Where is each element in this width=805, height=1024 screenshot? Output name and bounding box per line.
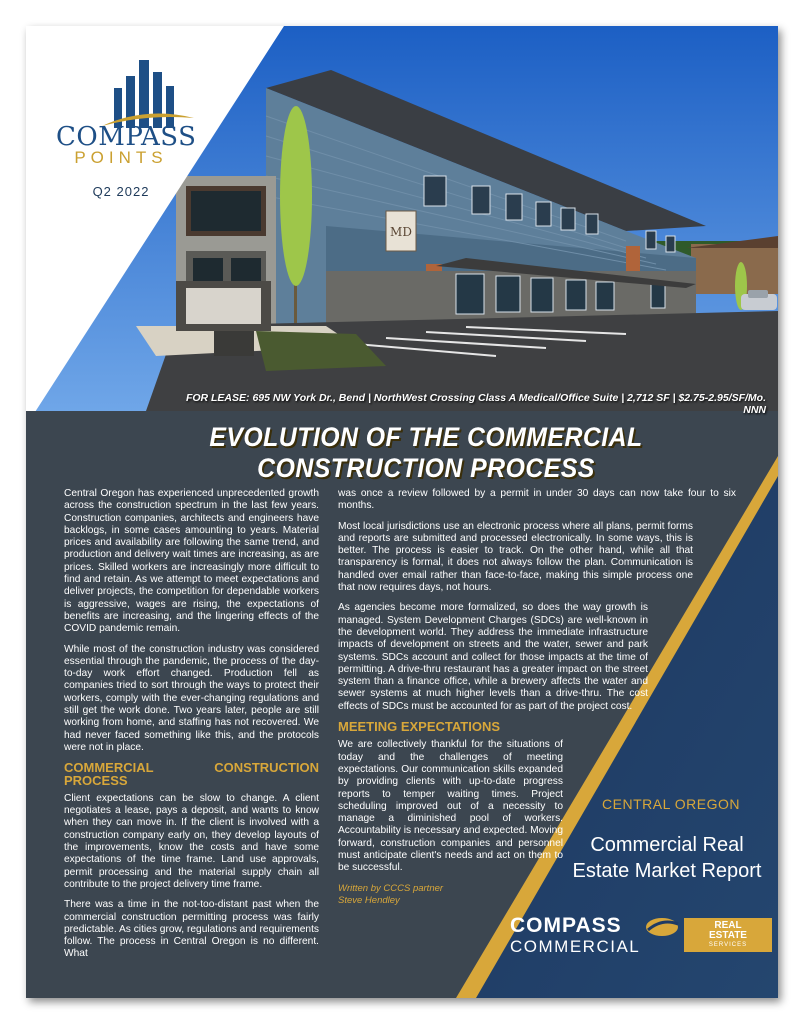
byline-line: Written by CCCS partner	[338, 882, 444, 894]
badge-line: SERVICES	[708, 942, 748, 948]
article-left-column	[64, 488, 319, 969]
subhead-commercial-construction: COMMERCIAL CONSTRUCTION PROCESS	[64, 760, 319, 788]
report-title-line: Estate Market Report	[572, 860, 762, 882]
subhead-meeting-expectations: MEETING EXPECTATIONS	[338, 719, 501, 735]
article-paragraph: was once a review followed by a permit in under 30 days can now take four to six months.	[338, 488, 736, 512]
article-paragraph: Most local jurisdictions use an electronic process where all plans, permit forms and reports are submitted and processed electronically. In some ways, this is better. The process is easier to track. On the other hand, while all that transparency is formal, it does not always follow the plan. Communication is handled over email rather than face-to-face, making this simple process one that now requires days, not hours.	[338, 520, 693, 594]
badge-line: ESTATE	[709, 930, 747, 941]
newsletter-page	[26, 26, 778, 998]
brand-name-bottom: COMMERCIAL	[510, 937, 641, 956]
logo-name-top: COMPASS	[56, 122, 197, 152]
building-sign-text: MD	[390, 225, 412, 239]
region-label: CENTRAL OREGON	[602, 796, 740, 812]
article-paragraph: We are collectively thankful for the situations of today and the challenges of meeting expectations. Our communication skills expanded by providing clients with up-to-date progress reports to temper waiting times. Project scheduling improved out of a necessity to manage a diminished pool of workers. Accountability is necessary and expected. Moving forward, construction companies and personnel must anticipate client's needs and act on them to be successful.	[338, 739, 563, 874]
article-headline: EVOLUTION OF THE COMMERCIAL CONSTRUCTION PROCESS	[209, 422, 643, 483]
badge-line: REAL	[714, 920, 742, 931]
article-paragraph: While most of the construction industry was considered essential through the pandemic, the process of the day-to-day work effort changed. Production fell as companies tried to sort through the ways to protect their workers, comply with the ever-changing regulations and still get the work done. Two years later, people are still working from home, and staffing has not recovered. We had never faced something like this, and the protocols were not in place.	[64, 643, 319, 753]
listing-caption: FOR LEASE: 695 NW York Dr., Bend | NorthWest Crossing Class A Medical/Office Suite | 2,712 SF | $2.75-2.95/SF/Mo. NNN	[185, 392, 766, 416]
report-title-line: Commercial Real	[590, 834, 744, 856]
article-paragraph: Client expectations can be slow to change. A client negotiates a lease, pays a deposit, and wants to know when they can move in. If the client is involved with a construction company early on, they develop layouts of the improvements, know the costs and have some expectations of the time frame. Land use approvals, permit processing and the material supply chain all contribute to the project delivery time frame.	[64, 792, 319, 890]
article-paragraph: There was a time in the not-too-distant past when the commercial construction permitting process was fairly predictable. As cities grow, regulations and requirements follow. The process in Central Oregon is no different. What	[64, 899, 319, 960]
article-paragraph: Central Oregon has experienced unprecedented growth across the construction spectrum in the last few years. Construction companies, architects and engineers have backlogs, in some cases amounting to years. Material prices and availability are following the same trend, and production and delivery wait times are increasing, as are prices. Skilled workers are increasingly more difficult to find and retain. As we attempt to meet expectations and deliver projects, the competition for dependable workers is aggressive, wages are rising, the expectations of benefits are increasing, and the lingering effects of the COVID pandemic remain.	[64, 488, 319, 635]
compass-points-logo	[26, 26, 778, 411]
issue-quarter: Q2 2022	[92, 184, 150, 199]
report-title	[552, 832, 778, 884]
byline-line: Steve Hendley	[338, 894, 400, 906]
brand-name-top: COMPASS	[510, 914, 622, 937]
real-estate-services-badge	[684, 918, 772, 952]
article-paragraph: As agencies become more formalized, so does the way growth is managed. System Development Charges (SDCs) are well-known in the development world. They address the immediate infrastructure impacts of development on streets and the water, sewer and park systems. SDCs account and collect for those impacts at the time of permitting. A drive-thru restaurant has a greater impact on the street system than a finance office, while a brewery affects the water and sewer systems at much higher levels than a drive-thru. The cost effects of SDCs must be accounted for as part of the project cost.	[338, 602, 648, 712]
compass-swoosh-icon	[644, 916, 684, 938]
byline	[338, 883, 736, 907]
logo-name-bottom: POINTS	[74, 148, 168, 167]
